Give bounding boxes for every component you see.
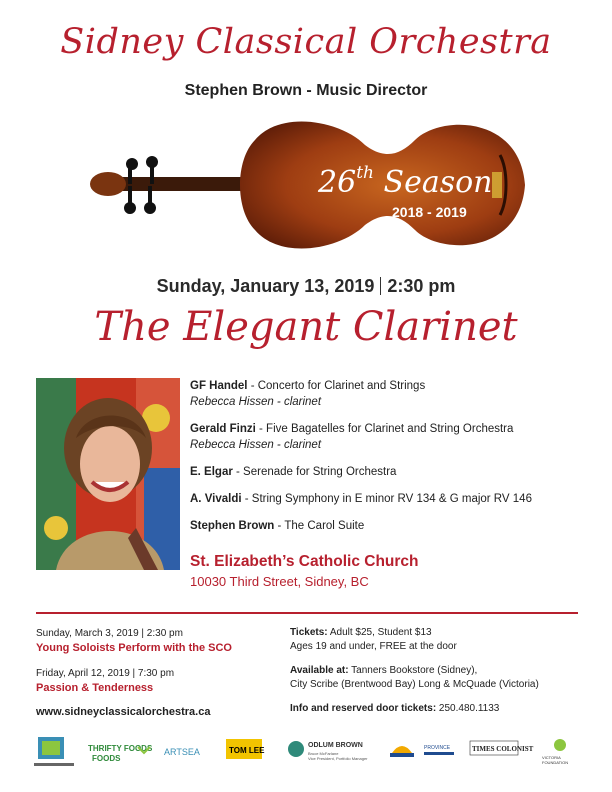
svg-text:ODLUM BROWN: ODLUM BROWN (308, 742, 363, 749)
upcoming-date: Sunday, March 3, 2019 | 2:30 pm (36, 628, 183, 639)
ticket-info: Tickets: Adult $25, Student $13 Ages 19 and under, FREE at the door Available at: Tanners Bookstore (Sidney), City Scribe (Brentwood Bay) Long & McQuade (Victoria) Info and reserved door tickets: 250.480.1133 (290, 627, 539, 714)
music-director: Stephen Brown - Music Director (184, 82, 428, 99)
svg-text:Bruce McFarlane: Bruce McFarlane (308, 751, 339, 756)
program-list (190, 378, 590, 545)
victoria-foundation-logo (542, 739, 568, 765)
upcoming-date: Friday, April 12, 2019 | 7:30 pm (36, 668, 175, 679)
program-item: Stephen Brown - The Carol Suite (190, 520, 365, 532)
website-link[interactable]: www.sidneyclassicalorchestra.ca (36, 706, 211, 718)
svg-text:PROVINCE: PROVINCE (424, 745, 451, 751)
season-label: 26th Season (318, 163, 493, 200)
performer-credit: Rebecca Hissen - clarinet (190, 396, 322, 408)
upcoming-event: Passion & Tenderness (36, 682, 154, 694)
province-bc-logo (390, 746, 414, 757)
program-item: Gerald Finzi - Five Bagatelles for Clarinet and String Orchestra Rebecca Hissen - clarinet (190, 421, 590, 453)
orchestra-title: Sidney Classical Orchestra (60, 22, 552, 62)
svg-text:VICTORIA: VICTORIA (542, 755, 561, 760)
svg-text:ARTSEA: ARTSEA (164, 747, 200, 757)
svg-text:TOM LEE: TOM LEE (229, 746, 265, 755)
program-item: GF Handel - Concerto for Clarinet and Strings Rebecca Hissen - clarinet (190, 378, 590, 410)
sponsor-logos (30, 733, 586, 777)
svg-text:THRIFTY FOODS: THRIFTY FOODS (88, 744, 153, 753)
times-colonist-logo (470, 741, 534, 755)
venue-address: 10030 Third Street, Sidney, BC (190, 574, 369, 589)
concert-title: The Elegant Clarinet (94, 304, 518, 350)
soloist-photo (36, 378, 180, 570)
upcoming-event: Young Soloists Perform with the SCO (36, 642, 232, 654)
performer-credit: Rebecca Hissen - clarinet (190, 439, 322, 451)
svg-text:TIMES COLONIST: TIMES COLONIST (472, 745, 534, 753)
svg-text:Vice President, Portfolio Mana: Vice President, Portfolio Manager (308, 756, 368, 761)
date-separator (380, 277, 381, 295)
community-foundation-logo (34, 737, 74, 766)
season-years: 2018 - 2019 (392, 204, 467, 220)
province-logo-2 (424, 745, 454, 755)
program-item: A. Vivaldi - String Symphony in E minor RV 134 & G major RV 146 (190, 493, 532, 505)
program-item: E. Elgar - Serenade for String Orchestra (190, 466, 397, 478)
concert-date: Sunday, January 13, 2019 2:30 pm (156, 276, 456, 296)
svg-text:FOUNDATION: FOUNDATION (542, 760, 569, 765)
artsea-logo (164, 747, 200, 757)
tom-lee-music-logo (226, 739, 265, 759)
odlum-brown-logo (288, 741, 368, 761)
svg-text:FOODS: FOODS (92, 754, 121, 763)
divider (36, 612, 578, 614)
venue-name: St. Elizabeth’s Catholic Church (190, 553, 419, 570)
